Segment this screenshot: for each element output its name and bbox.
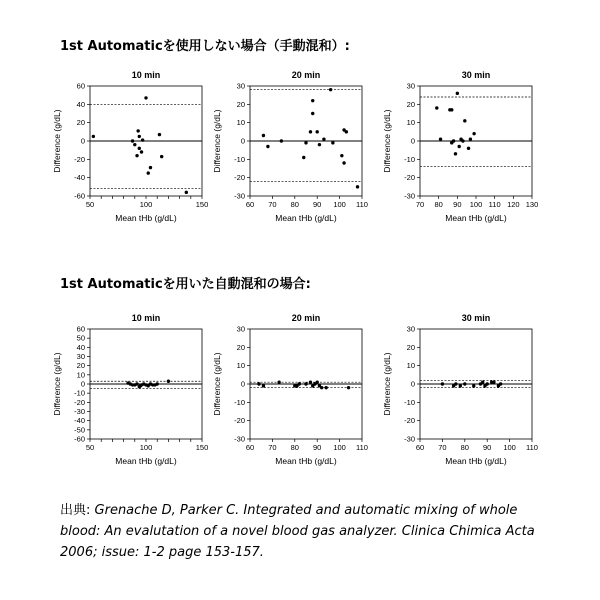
chart-manual-30min xyxy=(370,64,550,234)
y-tick-label: 60 xyxy=(76,81,85,91)
y-axis-label: Difference (g/dL) xyxy=(212,109,222,173)
y-tick-label: 20 xyxy=(406,342,415,352)
y-tick-label: -20 xyxy=(74,397,85,407)
y-tick-label: -30 xyxy=(234,191,245,201)
data-point xyxy=(481,380,484,383)
x-tick-label: 60 xyxy=(415,443,425,452)
x-tick-label: 120 xyxy=(507,200,520,209)
y-tick-label: 10 xyxy=(406,118,415,128)
section-heading-manual: 1st Automaticを使用しない場合（手動混和）: xyxy=(60,39,350,54)
data-point xyxy=(138,147,141,150)
data-point xyxy=(304,141,307,144)
x-tick-label: 110 xyxy=(356,443,368,452)
y-tick-label: 30 xyxy=(236,81,245,91)
data-point xyxy=(167,380,170,383)
y-axis-label: Difference (g/dL) xyxy=(212,352,222,416)
y-tick-label: -20 xyxy=(234,416,245,426)
x-tick-label: 130 xyxy=(525,200,539,209)
x-tick-label: 90 xyxy=(313,443,322,452)
y-tick-label: -20 xyxy=(404,173,415,183)
y-tick-label: 10 xyxy=(76,370,85,380)
x-tick-label: 100 xyxy=(503,443,516,452)
x-axis-label: Mean tHb (g/dL) xyxy=(275,456,337,466)
data-point xyxy=(280,139,283,142)
x-tick-label: 100 xyxy=(139,443,153,452)
data-point xyxy=(486,382,489,385)
data-point xyxy=(131,139,134,142)
x-tick-label: 50 xyxy=(85,200,95,209)
data-point xyxy=(461,139,464,142)
y-tick-label: -30 xyxy=(234,434,245,444)
chart-title: 20 min xyxy=(291,313,321,323)
y-tick-label: -40 xyxy=(74,173,85,183)
data-point xyxy=(340,154,343,157)
chart-title: 10 min xyxy=(131,313,161,323)
x-tick-label: 60 xyxy=(245,443,255,452)
y-tick-label: -10 xyxy=(404,154,415,164)
data-point xyxy=(262,134,265,137)
y-tick-label: -30 xyxy=(404,434,415,444)
data-point xyxy=(456,92,459,95)
data-point xyxy=(499,382,502,385)
data-point xyxy=(135,154,138,157)
chart-title: 20 min xyxy=(291,70,321,80)
x-tick-label: 80 xyxy=(290,200,299,209)
y-tick-label: 20 xyxy=(236,342,245,352)
section-heading-automatic: 1st Automaticを用いた自動混和の場合: xyxy=(60,277,311,292)
y-tick-label: 0 xyxy=(410,136,415,146)
x-tick-label: 70 xyxy=(268,443,277,452)
data-point xyxy=(133,143,136,146)
y-tick-label: 40 xyxy=(76,99,85,109)
y-tick-label: 0 xyxy=(80,379,85,389)
y-tick-label: -20 xyxy=(404,416,415,426)
x-tick-label: 100 xyxy=(333,443,346,452)
y-tick-label: 10 xyxy=(406,361,415,371)
citation-source: Grenache D, Parker C. Integrated and automatic mixing of whole blood: An evalutation of a novel blood gas analyzer. Clinica Chimica Acta 2006; issue: 1-2 page 153-157. xyxy=(60,503,535,560)
y-tick-label: 50 xyxy=(76,333,85,343)
x-tick-label: 150 xyxy=(195,200,209,209)
data-point xyxy=(257,382,260,385)
x-tick-label: 70 xyxy=(438,443,447,452)
x-tick-label: 110 xyxy=(526,443,538,452)
data-point xyxy=(141,138,144,141)
y-tick-label: 20 xyxy=(76,361,85,371)
data-point xyxy=(329,88,332,91)
citation xyxy=(60,500,540,563)
data-point xyxy=(439,137,442,140)
data-point xyxy=(316,130,319,133)
data-point xyxy=(467,147,470,150)
data-point xyxy=(156,382,159,385)
y-axis-label: Difference (g/dL) xyxy=(52,352,62,416)
y-tick-label: -10 xyxy=(74,388,85,398)
x-tick-label: 100 xyxy=(139,200,153,209)
chart-auto-10min xyxy=(40,307,220,477)
data-point xyxy=(160,155,163,158)
data-point xyxy=(140,150,143,153)
citation-prefix: 出典: xyxy=(60,503,91,518)
x-axis-label: Mean tHb (g/dL) xyxy=(275,213,337,223)
y-axis-label: Difference (g/dL) xyxy=(52,109,62,173)
data-point xyxy=(492,380,495,383)
y-tick-label: 20 xyxy=(236,99,245,109)
y-axis-label: Difference (g/dL) xyxy=(382,109,392,173)
y-tick-label: -30 xyxy=(74,407,85,416)
data-point xyxy=(463,119,466,122)
data-point xyxy=(450,108,453,111)
data-point xyxy=(472,132,475,135)
data-point xyxy=(435,106,438,109)
x-tick-label: 80 xyxy=(290,443,299,452)
data-point xyxy=(298,382,301,385)
x-axis-label: Mean tHb (g/dL) xyxy=(445,213,507,223)
data-point xyxy=(324,386,327,389)
data-point xyxy=(463,382,466,385)
y-tick-label: 30 xyxy=(406,324,415,334)
data-point xyxy=(302,156,305,159)
data-point xyxy=(147,171,150,174)
data-point xyxy=(356,185,359,188)
chart-manual-10min xyxy=(40,64,220,234)
data-point xyxy=(158,133,161,136)
data-point xyxy=(309,130,312,133)
y-tick-label: 60 xyxy=(76,324,85,334)
data-point xyxy=(472,384,475,387)
data-point xyxy=(318,143,321,146)
y-tick-label: 20 xyxy=(76,118,85,128)
data-point xyxy=(262,384,265,387)
data-point xyxy=(459,384,462,387)
data-point xyxy=(136,129,139,132)
data-point xyxy=(311,99,314,102)
data-point xyxy=(135,382,138,385)
x-tick-label: 50 xyxy=(85,443,95,452)
y-axis-label: Difference (g/dL) xyxy=(382,352,392,416)
data-point xyxy=(345,130,348,133)
data-point xyxy=(92,135,95,138)
x-axis-label: Mean tHb (g/dL) xyxy=(115,213,177,223)
y-tick-label: 30 xyxy=(236,324,245,334)
y-tick-label: 10 xyxy=(236,118,245,128)
x-axis-label: Mean tHb (g/dL) xyxy=(445,456,507,466)
chart-auto-30min xyxy=(370,307,550,477)
data-point xyxy=(469,137,472,140)
y-tick-label: -20 xyxy=(74,154,85,164)
chart-auto-20min xyxy=(200,307,380,477)
y-tick-label: 40 xyxy=(76,342,85,352)
chart-title: 30 min xyxy=(461,70,491,80)
data-point xyxy=(144,96,147,99)
y-tick-label: -10 xyxy=(234,154,245,164)
data-point xyxy=(309,380,312,383)
y-tick-label: -60 xyxy=(74,434,85,444)
data-point xyxy=(322,137,325,140)
y-tick-label: -20 xyxy=(234,173,245,183)
y-tick-label: 30 xyxy=(76,352,85,361)
chart-title: 30 min xyxy=(461,313,491,323)
data-point xyxy=(138,135,141,138)
y-tick-label: 0 xyxy=(240,136,245,146)
data-point xyxy=(331,141,334,144)
data-point xyxy=(316,380,319,383)
y-tick-label: 10 xyxy=(236,361,245,371)
x-tick-label: 110 xyxy=(356,200,368,209)
x-tick-label: 90 xyxy=(313,200,322,209)
data-point xyxy=(277,380,280,383)
x-tick-label: 70 xyxy=(415,200,425,209)
data-point xyxy=(441,382,444,385)
data-point xyxy=(454,382,457,385)
x-tick-label: 110 xyxy=(488,200,501,209)
data-point xyxy=(304,382,307,385)
data-point xyxy=(454,152,457,155)
y-tick-label: 20 xyxy=(406,99,415,109)
data-point xyxy=(320,386,323,389)
y-tick-label: -40 xyxy=(74,416,85,426)
y-tick-label: 30 xyxy=(406,81,415,91)
data-point xyxy=(452,139,455,142)
data-point xyxy=(342,161,345,164)
y-tick-label: -10 xyxy=(234,397,245,407)
y-tick-label: 0 xyxy=(410,379,415,389)
x-tick-label: 60 xyxy=(245,200,255,209)
x-tick-label: 90 xyxy=(453,200,462,209)
x-tick-label: 90 xyxy=(483,443,492,452)
data-point xyxy=(311,112,314,115)
data-point xyxy=(149,166,152,169)
data-point xyxy=(458,145,461,148)
data-point xyxy=(266,145,269,148)
x-tick-label: 100 xyxy=(469,200,483,209)
data-point xyxy=(347,386,350,389)
chart-manual-20min xyxy=(200,64,380,234)
x-tick-label: 100 xyxy=(333,200,346,209)
y-tick-label: -60 xyxy=(74,191,85,201)
x-tick-label: 80 xyxy=(434,200,443,209)
y-tick-label: -30 xyxy=(404,191,415,201)
x-tick-label: 80 xyxy=(460,443,469,452)
y-tick-label: -50 xyxy=(74,425,85,435)
data-point xyxy=(185,191,188,194)
chart-title: 10 min xyxy=(131,70,161,80)
y-tick-label: 0 xyxy=(240,379,245,389)
x-axis-label: Mean tHb (g/dL) xyxy=(115,456,177,466)
y-tick-label: -10 xyxy=(404,397,415,407)
x-tick-label: 150 xyxy=(195,443,209,452)
y-tick-label: 0 xyxy=(80,136,85,146)
x-tick-label: 70 xyxy=(268,200,277,209)
